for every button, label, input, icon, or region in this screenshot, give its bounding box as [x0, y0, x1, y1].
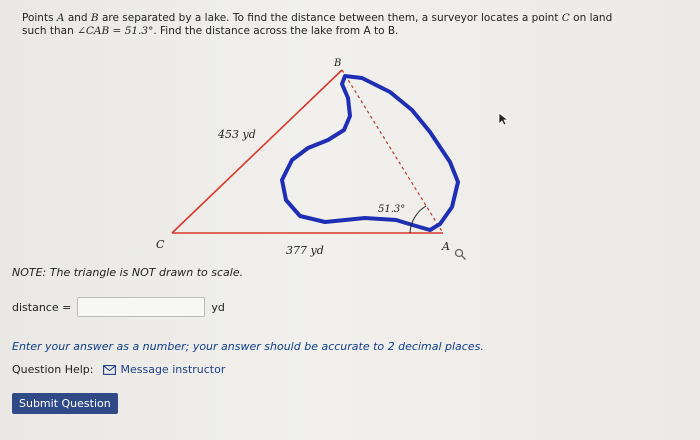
answer-instructions: Enter your answer as a number; your answer should be accurate to 2 decimal places.	[12, 340, 484, 353]
scale-note: NOTE: The triangle is NOT drawn to scale.	[12, 266, 244, 279]
vertex-b-label: B	[334, 58, 342, 69]
question-help	[12, 363, 225, 376]
distance-input[interactable]	[77, 297, 205, 317]
mouse-cursor-icon	[498, 112, 510, 126]
angle-a-label: 51.3°	[378, 204, 406, 215]
unit-label: yd	[211, 300, 225, 314]
submit-question-button[interactable]: Submit Question	[12, 393, 118, 414]
side-cb-label: 453 yd	[218, 128, 256, 141]
side-cb-line	[172, 70, 342, 233]
answer-row	[12, 297, 225, 317]
message-instructor-label: Message instructor	[120, 363, 226, 376]
zoom-icon[interactable]	[454, 248, 468, 262]
lake-outline	[282, 76, 458, 230]
vertex-a-label: A	[442, 240, 450, 253]
triangle-figure	[150, 52, 490, 272]
distance-label: distance =	[12, 300, 72, 314]
vertex-c-label: C	[156, 238, 165, 251]
angle-expression: ∠CAB = 51.3°	[77, 25, 154, 37]
message-instructor-link[interactable]	[103, 363, 225, 376]
problem-statement: Points A and B are separated by a lake. To find the distance between them, a surveyor locates a point C on land such than ∠CAB = 51.3°. Find the distance across the lake from A to B.	[22, 12, 613, 37]
side-ca-label: 377 yd	[286, 244, 324, 257]
envelope-icon	[103, 365, 116, 375]
question-help-label: Question Help:	[12, 363, 94, 376]
